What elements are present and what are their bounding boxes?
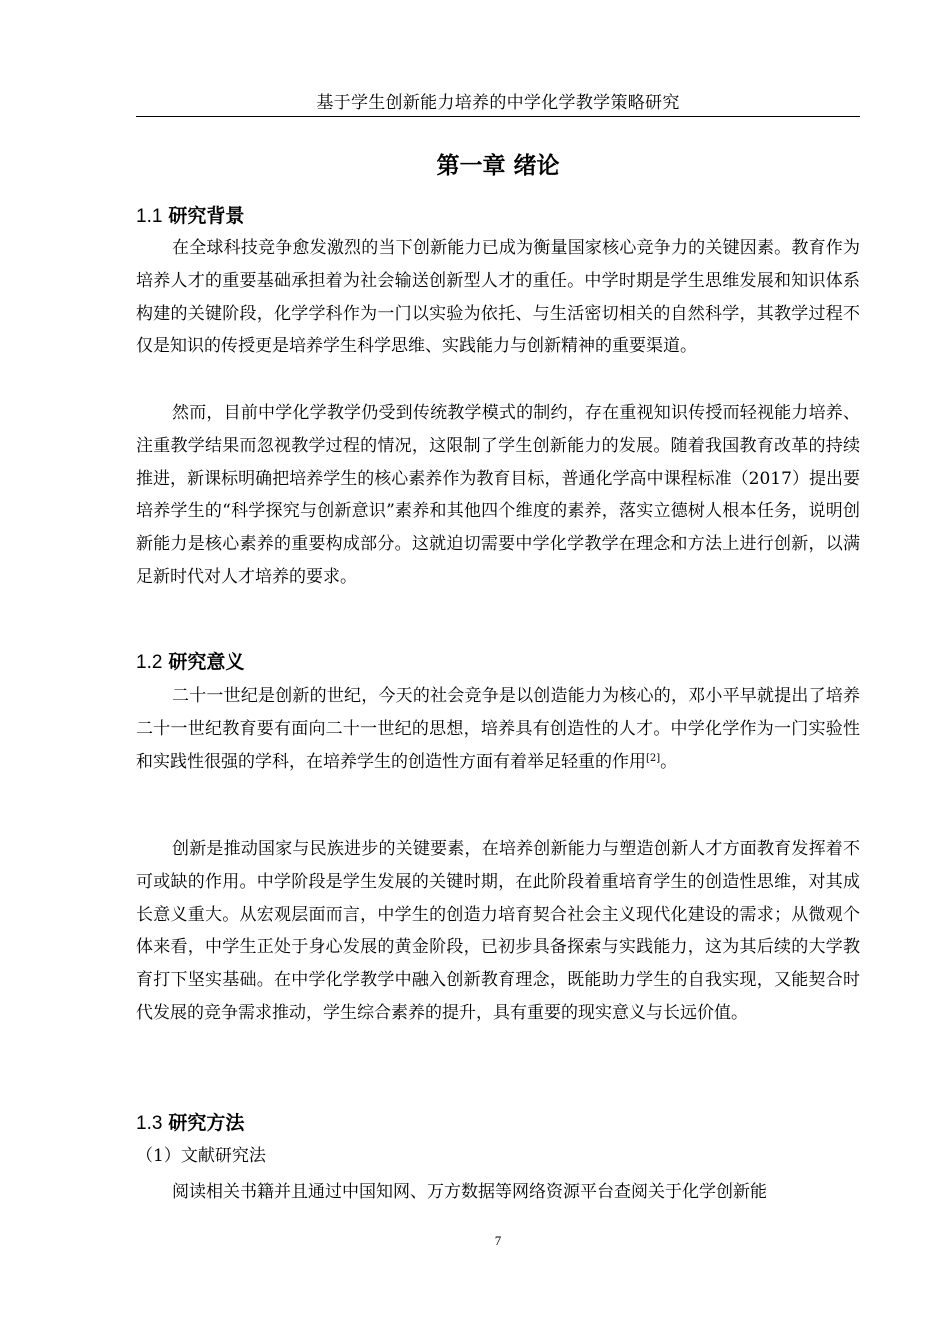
page-number: 7 [494, 1233, 502, 1248]
section-heading-1-3 [136, 1109, 860, 1138]
paragraph-background-2: 然而，目前中学化学教学仍受到传统教学模式的制约，存在重视知识传授而轻视能力培养、注重教学结果而忽视教学过程的情况，这限制了学生创新能力的发展。随着我国教育改革的持续推进，新课标明确把培养学生的核心素养作为教育目标，普通化学高中课程标准（2017）提出要培养学生的“科学探究与创新意识”素养和其他四个维度的素养，落实立德树人根本任务，说明创新能力是核心素养的重要构成部分。这就迫切需要中学化学教学在理念和方法上进行创新，以满足新时代对人才培养的要求。 [136, 403, 860, 587]
citation-marker[interactable]: [2] [646, 752, 661, 764]
section-heading-1-2 [136, 648, 860, 677]
paragraph-methods-1: 阅读相关书籍并且通过中国知网、万方数据等网络资源平台查阅关于化学创新能 [172, 1182, 767, 1202]
section-title: 研究意义 [168, 651, 245, 673]
section-title: 研究背景 [168, 205, 245, 227]
paragraph-significance-1 [136, 680, 860, 778]
paragraph-significance-2: 创新是推动国家与民族进步的关键要素，在培养创新能力与塑造创新人才方面教育发挥着不可或缺的作用。中学阶段是学生发展的关键时期，在此阶段着重培育学生的创造性思维，对其成长意义重大。从宏观层面而言，中学生的创造力培育契合社会主义现代化建设的需求；从微观个体来看，中学生正处于身心发展的黄金阶段，已初步具备探索与实践能力，这为其后续的大学教育打下坚实基础。在中学化学教学中融入创新教育理念，既能助力学生的自我实现，又能契合时代发展的竞争需求推动，学生综合素养的提升，具有重要的现实意义与长远价值。 [136, 839, 860, 1023]
paragraph-text: 二十一世纪是创新的世纪，今天的社会竞争是以创造能力为核心的，邓小平早就提出了培养二十一世纪教育要有面向二十一世纪的思想，培养具有创造性的人才。中学化学作为一门实验性和实践性很强的学科，在培养学生的创造性方面有着举足轻重的作用 [136, 686, 860, 772]
paragraph-background-1: 在全球科技竞争愈发激烈的当下创新能力已成为衡量国家核心竞争力的关键因素。教育作为培养人才的重要基础承担着为社会输送创新型人才的重任。中学时期是学生思维发展和知识体系构建的关键阶段，化学学科作为一门以实验为依托、与生活密切相关的自然科学，其教学过程不仅是知识的传授更是培养学生科学思维、实践能力与创新精神的重要渠道。 [136, 238, 860, 357]
header-divider [136, 116, 860, 117]
section-number: 1.2 [136, 652, 163, 673]
running-header: 基于学生创新能力培养的中学化学教学策略研究 [316, 93, 680, 113]
paragraph-end: 。 [660, 751, 678, 772]
section-number: 1.3 [136, 1113, 163, 1134]
section-number: 1.1 [136, 206, 163, 227]
chapter-title: 第一章 绪论 [436, 153, 560, 179]
subheading-literature-method: （1）文献研究法 [136, 1146, 266, 1166]
section-title: 研究方法 [168, 1112, 245, 1134]
section-heading-1-1 [136, 202, 860, 231]
